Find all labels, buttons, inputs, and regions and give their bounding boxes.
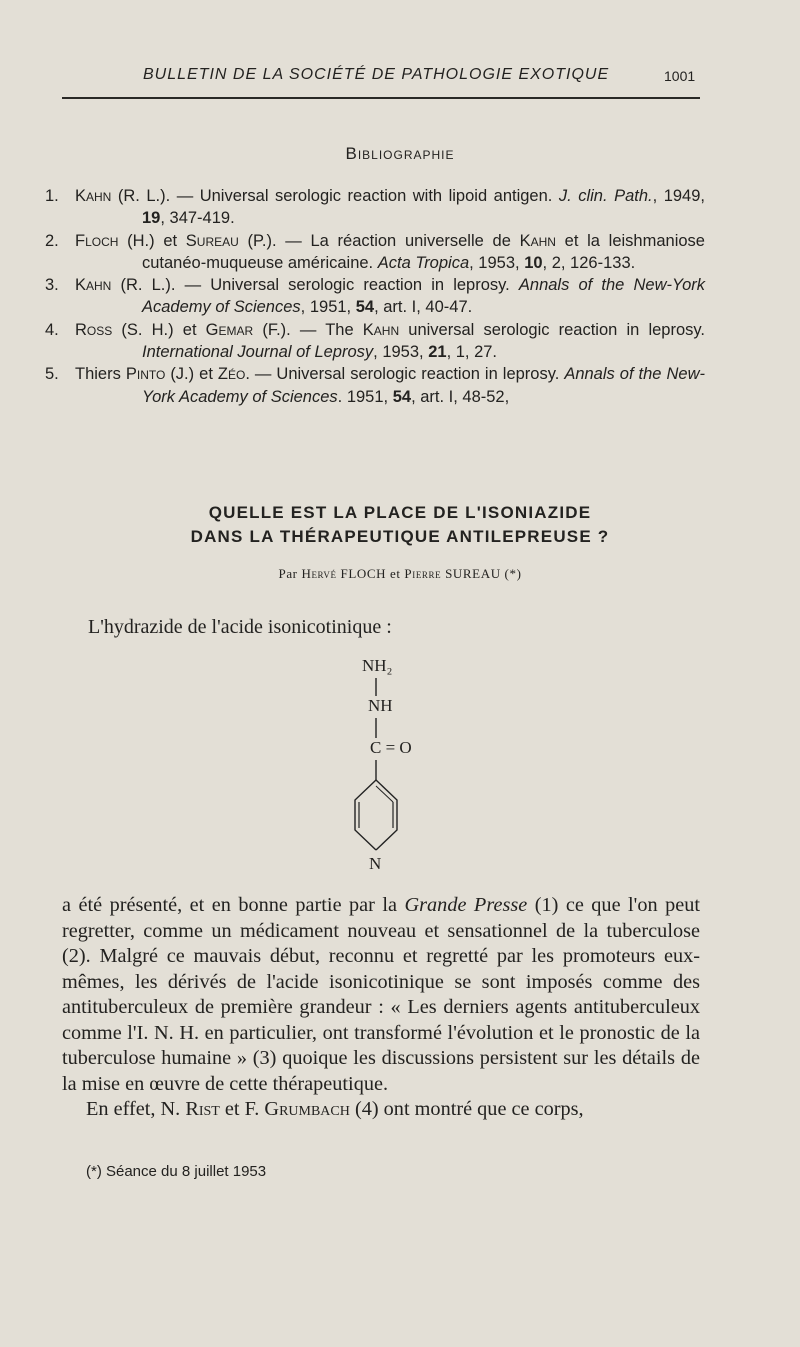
byline-text: Par: [278, 566, 302, 581]
reference-text: universal serologic reaction in leprosy.: [399, 320, 705, 339]
reference-item: [45, 274, 705, 319]
reference-text: , 1953,: [373, 343, 429, 362]
body-text: [62, 893, 700, 1123]
cited-author: Grumbach: [264, 1098, 350, 1120]
article-title: [0, 501, 800, 549]
paragraph-text: (1) ce que l'on peut regretter, comme un médicament nouveau et sensationnel de la tuberculose (2). Malgré ce mauvais début, reconnu et regretté par les promoteurs eux-mêmes, les dérivés de l'acide isonicotinique se sont imposés comme des antituberculeux de première grandeur : « Les derniers agents antituberculeux comme l'I. N. H. en particulier, ont transformé l'évolution et le pronostic de la tuberculose humaine » (3) quoique les discussions persistent sur les détails de la mise en œuvre de cette thérapeutique.: [62, 894, 700, 1095]
chemical-formula: [340, 650, 460, 880]
reference-author: Pinto: [125, 365, 166, 384]
paragraph: [62, 1097, 700, 1123]
author-last-name: FLOCH: [336, 566, 387, 581]
byline-text: et: [386, 566, 405, 581]
reference-volume: 19: [142, 209, 161, 228]
reference-text: , art. I, 40-47.: [374, 298, 473, 317]
footnote-marker: (*): [500, 566, 522, 581]
emphasis-text: Grande Presse: [404, 894, 528, 916]
author-last-name: SUREAU: [441, 566, 501, 581]
formula-nh2: NH₂: [362, 656, 393, 675]
author-first-name: Hervé: [301, 566, 337, 581]
reference-item: [45, 230, 705, 275]
reference-author: Ross: [75, 320, 113, 339]
reference-item: [45, 363, 705, 408]
reference-item: [45, 185, 705, 230]
reference-text: , art. I, 48-52,: [411, 387, 510, 406]
formula-nh: NH: [368, 696, 393, 715]
reference-text: , 1, 27.: [446, 343, 498, 362]
reference-text: , 1951,: [300, 298, 356, 317]
reference-text: , 1953,: [469, 253, 525, 272]
reference-volume: 54: [392, 387, 412, 406]
reference-text: (F.). — The: [253, 320, 363, 339]
reference-volume: 54: [355, 298, 375, 317]
reference-author: Gemar: [205, 320, 254, 339]
reference-journal: International Journal of Leprosy: [142, 343, 374, 362]
reference-journal: J. clin. Path.: [558, 187, 653, 205]
reference-text: (S. H.) et: [112, 320, 206, 339]
reference-text: (R. L.). — Universal serologic reaction with lipoid antigen.: [111, 187, 559, 205]
article-title-line: DANS LA THÉRAPEUTIQUE ANTILEPREUSE ?: [190, 527, 610, 546]
reference-number: 4.: [45, 320, 59, 339]
reference-text: , 347-419.: [160, 209, 235, 228]
byline: [0, 566, 800, 582]
page-number: 1001: [664, 68, 696, 84]
reference-number: 3.: [45, 276, 59, 295]
reference-text: (R. L.). — Universal serologic reaction in leprosy.: [111, 276, 519, 295]
reference-volume: 21: [428, 343, 447, 362]
reference-text: . — Universal serologic reaction in leprosy.: [245, 365, 565, 384]
paragraph-text: et F.: [219, 1098, 265, 1120]
reference-text: Thiers: [75, 365, 126, 384]
reference-text: (J.) et: [165, 365, 218, 384]
reference-text: (H.) et: [118, 231, 186, 250]
pyridine-ring-drawing: [340, 650, 460, 880]
reference-text: et la leishmaniose cutanéo-muqueuse américaine.: [142, 231, 705, 272]
reference-journal: Annals of the New-York Academy of Sciences: [142, 365, 705, 406]
reference-author: Kahn: [362, 320, 400, 339]
reference-author: Kahn: [75, 276, 112, 295]
reference-text: . 1951,: [337, 387, 393, 406]
reference-number: 1.: [45, 187, 59, 205]
intro-line: L'hydrazide de l'acide isonicotinique :: [88, 616, 392, 638]
bibliography-title: Bibliographie: [345, 144, 455, 163]
paragraph-text: (4) ont montré que ce corps,: [349, 1098, 584, 1120]
reference-author: Sureau: [185, 231, 239, 250]
reference-number: 5.: [45, 365, 59, 384]
header-rule: [62, 97, 700, 99]
article-title-line: QUELLE EST LA PLACE DE L'ISONIAZIDE: [208, 503, 592, 522]
reference-author: Kahn: [75, 187, 112, 205]
bibliography-list: [45, 185, 705, 408]
reference-text: , 2, 126-133.: [542, 253, 636, 272]
running-title: BULLETIN DE LA SOCIÉTÉ DE PATHOLOGIE EXOTIQUE: [143, 66, 610, 83]
paragraph: [62, 893, 700, 1097]
reference-volume: 10: [524, 253, 543, 272]
reference-text: , 1949,: [652, 187, 705, 205]
cited-author: Rist: [185, 1098, 220, 1120]
formula-carbonyl: C = O: [370, 738, 412, 757]
formula-n: N: [369, 854, 382, 873]
reference-author: Floch: [75, 231, 119, 250]
reference-author: Kahn: [519, 231, 556, 250]
paragraph-text: a été présenté, et en bonne partie par la: [62, 894, 405, 916]
footnote: (*) Séance du 8 juillet 1953: [86, 1163, 267, 1180]
reference-journal: Acta Tropica: [377, 253, 470, 272]
author-first-name: Pierre: [404, 566, 442, 581]
reference-text: (P.). — La réaction universelle de: [238, 231, 520, 250]
reference-author: Zéo: [217, 365, 246, 384]
reference-journal: Annals of the New-York Academy of Sciences: [142, 276, 705, 317]
reference-number: 2.: [45, 231, 59, 250]
reference-item: [45, 319, 705, 364]
paragraph-text: En effet, N.: [86, 1098, 186, 1120]
